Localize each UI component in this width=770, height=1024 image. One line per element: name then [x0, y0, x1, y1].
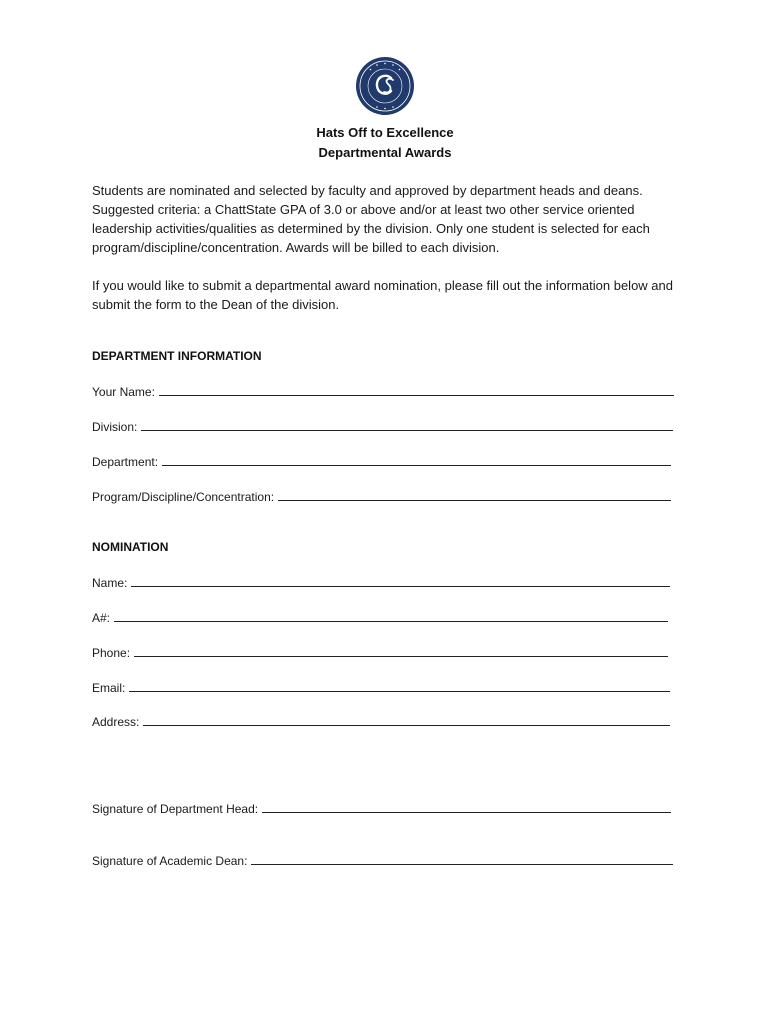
address-field[interactable] [92, 711, 670, 729]
department-line[interactable] [162, 464, 671, 466]
program-line[interactable] [278, 499, 671, 501]
department-field[interactable] [92, 451, 671, 469]
division-line[interactable] [141, 429, 673, 431]
your-name-field[interactable] [92, 381, 674, 399]
chattstate-seal-icon [355, 56, 415, 116]
your-name-label: Your Name: [92, 385, 155, 399]
department-information-heading: DEPARTMENT INFORMATION [92, 349, 262, 363]
department-head-signature-field[interactable] [92, 798, 671, 816]
nominee-name-label: Name: [92, 576, 128, 590]
program-label: Program/Discipline/Concentration: [92, 490, 275, 504]
a-number-line[interactable] [114, 620, 668, 622]
criteria-paragraph: Students are nominated and selected by faculty and approved by department heads and deans. Suggested criteria: a ChattState GPA of 3.0 or above and/or at least two other service oriented leadership activities/qualities as determined by the division. Only one student is selected for each program/discipline/concentration. Awards will be billed to each division. [92, 183, 650, 255]
nominee-name-line[interactable] [131, 585, 670, 587]
academic-dean-signature-line[interactable] [251, 863, 673, 865]
email-field[interactable] [92, 677, 670, 695]
division-label: Division: [92, 420, 138, 434]
instructions-paragraph: If you would like to submit a departmental award nomination, please fill out the information below and submit the form to the Dean of the division. [92, 278, 673, 312]
phone-label: Phone: [92, 646, 131, 660]
academic-dean-signature-field[interactable] [92, 850, 673, 868]
division-field[interactable] [92, 416, 673, 434]
a-number-field[interactable] [92, 607, 668, 625]
your-name-line[interactable] [159, 394, 674, 396]
phone-line[interactable] [134, 655, 668, 657]
department-head-signature-line[interactable] [262, 811, 671, 813]
address-line[interactable] [143, 724, 670, 726]
email-label: Email: [92, 681, 126, 695]
department-label: Department: [92, 455, 159, 469]
nominee-name-field[interactable] [92, 572, 670, 590]
form-subtitle: Departmental Awards [318, 145, 452, 160]
nomination-heading: NOMINATION [92, 540, 169, 554]
phone-field[interactable] [92, 642, 668, 660]
form-title: Hats Off to Excellence [316, 125, 454, 140]
email-line[interactable] [129, 690, 670, 692]
a-number-label: A#: [92, 611, 111, 625]
address-label: Address: [92, 715, 140, 729]
program-field[interactable] [92, 486, 671, 504]
department-head-signature-label: Signature of Department Head: [92, 802, 259, 816]
academic-dean-signature-label: Signature of Academic Dean: [92, 854, 248, 868]
